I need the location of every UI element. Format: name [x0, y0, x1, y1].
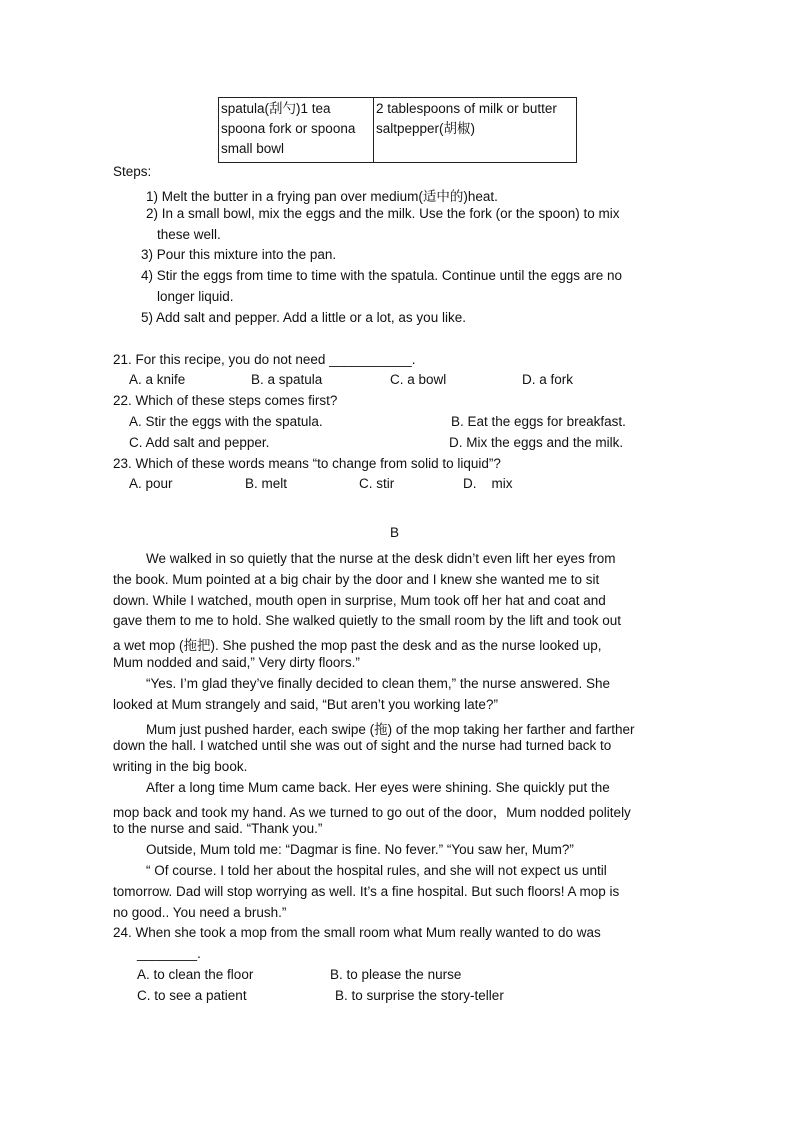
passage-line: looked at Mum strangely and said, “But aren’t you working late?” [113, 697, 498, 712]
q22-option-a: A. Stir the eggs with the spatula. [129, 414, 323, 429]
steps-heading: Steps: [113, 164, 152, 179]
q21-option-d: D. a fork [522, 372, 574, 387]
passage-line: down. While I watched, mouth open in surprise, Mum took off her hat and coat and [113, 593, 606, 608]
question-24-blank: ________. [137, 946, 201, 961]
q21-option-a: A. a knife [129, 372, 186, 387]
step-2-continued: these well. [157, 227, 221, 242]
question-21: 21. For this recipe, you do not need ___________. [113, 352, 416, 367]
ingredients-table [218, 97, 577, 163]
passage-line: gave them to me to hold. She walked quietly to the small room by the lift and took out [113, 613, 622, 628]
passage-line: Outside, Mum told me: “Dagmar is fine. No fever.” “You saw her, Mum?” [146, 842, 574, 857]
q24-option-c: C. to see a patient [137, 988, 247, 1003]
passage-line: tomorrow. Dad will stop worrying as well. It’s a fine hospital. But such floors! A mop is [113, 884, 620, 899]
step-1: 1) Melt the butter in a frying pan over medium(适中的)heat. [146, 189, 498, 204]
q21-option-b: B. a spatula [251, 372, 323, 387]
step-4: 4) Stir the eggs from time to time with the spatula. Continue until the eggs are no [141, 268, 623, 283]
passage-line: a wet mop (拖把). She pushed the mop past the desk and as the nurse looked up, [113, 638, 602, 653]
q24-option-b: B. to please the nurse [330, 967, 462, 982]
question-23: 23. Which of these words means “to change from solid to liquid”? [113, 456, 501, 471]
step-3: 3) Pour this mixture into the pan. [141, 247, 337, 262]
q23-option-a: A. pour [129, 476, 173, 491]
step-2: 2) In a small bowl, mix the eggs and the milk. Use the fork (or the spoon) to mix [146, 206, 620, 221]
passage-line: no good.. You need a brush.” [113, 905, 287, 920]
q22-option-b: B. Eat the eggs for breakfast. [451, 414, 626, 429]
q22-option-d: D. Mix the eggs and the milk. [449, 435, 624, 450]
passage-line: to the nurse and said. “Thank you.” [113, 821, 323, 836]
passage-line: down the hall. I watched until she was out of sight and the nurse had turned back to [113, 738, 612, 753]
q21-option-c: C. a bowl [390, 372, 447, 387]
passage-line: the book. Mum pointed at a big chair by the door and I knew she wanted me to sit [113, 572, 600, 587]
q23-option-b: B. melt [245, 476, 288, 491]
passage-line: Mum just pushed harder, each swipe (拖) of the mop taking her farther and farther [146, 722, 635, 737]
passage-line: writing in the big book. [113, 759, 248, 774]
ingredients-right-cell: 2 tablespoons of milk or butter saltpepper(胡椒) [374, 98, 577, 163]
section-b-title: B [390, 525, 400, 540]
q24-option-d: B. to surprise the story-teller [335, 988, 504, 1003]
passage-line: After a long time Mum came back. Her eyes were shining. She quickly put the [146, 780, 610, 795]
passage-line: Mum nodded and said,” Very dirty floors.” [113, 655, 360, 670]
passage-line: We walked in so quietly that the nurse at the desk didn’t even lift her eyes from [146, 551, 616, 566]
ingredients-left-cell: spatula(刮勺)1 tea spoona fork or spoona small bowl [219, 98, 374, 163]
q23-option-d: D. mix [463, 476, 513, 491]
passage-line: “ Of course. I told her about the hospital rules, and she will not expect us until [146, 863, 607, 878]
passage-line: “Yes. I’m glad they’ve finally decided to clean them,” the nurse answered. She [146, 676, 611, 691]
step-4-continued: longer liquid. [157, 289, 234, 304]
q23-option-c: C. stir [359, 476, 395, 491]
q24-option-a: A. to clean the floor [137, 967, 254, 982]
q22-option-c: C. Add salt and pepper. [129, 435, 270, 450]
question-22: 22. Which of these steps comes first? [113, 393, 338, 408]
passage-line: mop back and took my hand. As we turned to go out of the door，Mum nodded politely [113, 805, 631, 820]
step-5: 5) Add salt and pepper. Add a little or a lot, as you like. [141, 310, 466, 325]
question-24: 24. When she took a mop from the small room what Mum really wanted to do was [113, 925, 601, 940]
